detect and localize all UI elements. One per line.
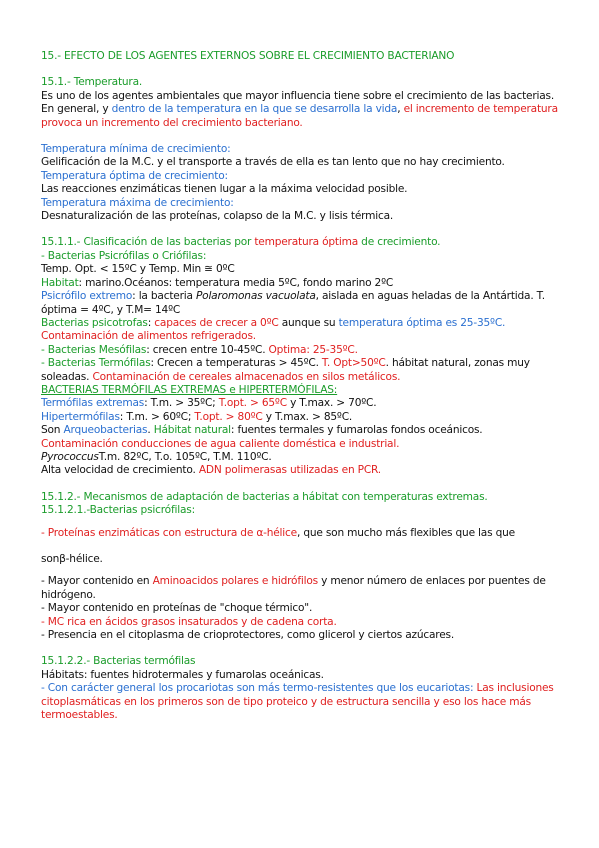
arqueobacterias-line: Son Arqueobacterias. Hábitat natural: fuentes termales y fumarolas fondos oceánicos.	[41, 424, 483, 437]
contaminacion-refrigerados: Contaminación de alimentos refrigerados.	[41, 330, 256, 343]
classification-heading: 15.1.1.- Clasificación de las bacterias por temperatura óptima de crecimiento.	[41, 236, 441, 249]
intro-paragraph: Es uno de los agentes ambientales que mayor influencia tiene sobre el crecimiento de las bacterias. En general, y dentro de la temperatura en la que se desarrolla la vida, el incremento de temperatura provoca un incremento del crecimiento bacteriano.	[41, 89, 558, 129]
habitat-line: Habitat: marino.Océanos: temperatura media 5ºC, fondo marino 2ºC	[41, 276, 394, 289]
bullet-mc-rica: - MC rica en ácidos grasos insaturados y de cadena corta.	[41, 615, 337, 628]
alta-velocidad-line: Alta velocidad de crecimiento. ADN polimerasas utilizadas en PCR.	[41, 464, 381, 477]
contaminacion-conducciones: Contaminación conducciones de agua caliente doméstica e industrial.	[41, 437, 400, 450]
temp-min-label: Temperatura mínima de crecimiento:	[41, 143, 231, 156]
psicrotrofas-line: Bacterias psicotrofas: capaces de crecer a 0ºC aunque su temperatura óptima es 25-35ºC.	[41, 316, 506, 329]
temp-max-text: Desnaturalización de las proteínas, colapso de la M.C. y lisis térmica.	[41, 210, 394, 223]
temp-max-label: Temperatura máxima de crecimiento:	[41, 196, 234, 209]
temp-opt-label: Temperatura óptima de crecimiento:	[41, 169, 228, 182]
temp-opt-text: Las reacciones enzimáticas tienen lugar a la máxima velocidad posible.	[41, 183, 408, 196]
psicrofilas-subheading: 15.1.2.1.-Bacterias psicrófilas:	[41, 504, 195, 517]
bullet-crioprotectores: - Presencia en el citoplasma de crioprotectores, como glicerol y ciertos azúcares.	[41, 629, 455, 642]
bullet-beta-helice: sonβ-hélice.	[41, 553, 103, 565]
hipertermofilas-line: Hipertermófilas: T.m. > 60ºC; T.opt. > 80ºC y T.max. > 85ºC.	[41, 410, 353, 423]
bullet-alfa-helice: - Proteínas enzimáticas con estructura de α-hélice, que son mucho más flexibles que las que	[41, 526, 515, 539]
psicrofilas-heading: - Bacterias Psicrófilas o Criófilas:	[41, 249, 207, 262]
pyrococcus-line: PyrococcusT.m. 82ºC, T.o. 105ºC, T.M. 110ºC.	[41, 450, 272, 463]
habitats-line: Hábitats: fuentes hidrotermales y fumarolas oceánicas.	[41, 668, 324, 681]
section-heading-temperatura: 15.1.- Temperatura.	[41, 76, 143, 89]
psicrofilo-extremo: Psicrófilo extremo: la bacteria Polaromonas vacuolata, aislada en aguas heladas de la Antártida. T. óptima = 4ºC, y T.M= 14ºC	[41, 290, 545, 316]
termofilas-extremas-line: Termófilas extremas: T.m. > 35ºC; T.opt. > 65ºC y T.max. > 70ºC.	[41, 397, 377, 410]
extremas-heading: BACTERIAS TERMÓFILAS EXTREMAS e HIPERTERMÓFILAS:	[41, 383, 338, 396]
document-page	[41, 50, 561, 722]
temp-min-text: Gelificación de la M.C. y el transporte a través de ella es tan lento que no hay crecimiento.	[41, 156, 505, 169]
document-title: 15.- EFECTO DE LOS AGENTES EXTERNOS SOBRE EL CRECIMIENTO BACTERIANO	[41, 50, 455, 62]
mesofilas-line: - Bacterias Mesófilas: crecen entre 10-45ºC. Optima: 25-35ºC.	[41, 343, 358, 356]
bullet-choque-termico: - Mayor contenido en proteínas de "choque térmico".	[41, 602, 313, 615]
bullet-aminoacidos: - Mayor contenido en Aminoacidos polares e hidrófilos y menor número de enlaces por puentes de hidrógeno.	[41, 575, 546, 601]
psicrofilas-temps: Temp. Opt. < 15ºC y Temp. Min ≅ 0ºC	[41, 263, 235, 276]
termo-resistentes-paragraph: - Con carácter general los procariotas son más termo-resistentes que los eucariotas: Las inclusiones citoplasmáticas en los primeros son de tipo proteico y de estructura sencilla y eso los hace más termoestables.	[41, 682, 554, 722]
termofilas-line: - Bacterias Termófilas: Crecen a temperaturas > 45ºC. T. Opt>50ºC. hábitat natural, zonas muy soleadas. Contaminación de cereales almacenados en silos metálicos.	[41, 357, 530, 383]
termofilas-subheading: 15.1.2.2.- Bacterias termófilas	[41, 655, 196, 668]
mecanismos-heading: 15.1.2.- Mecanismos de adaptación de bacterias a hábitat con temperaturas extremas.	[41, 490, 488, 503]
